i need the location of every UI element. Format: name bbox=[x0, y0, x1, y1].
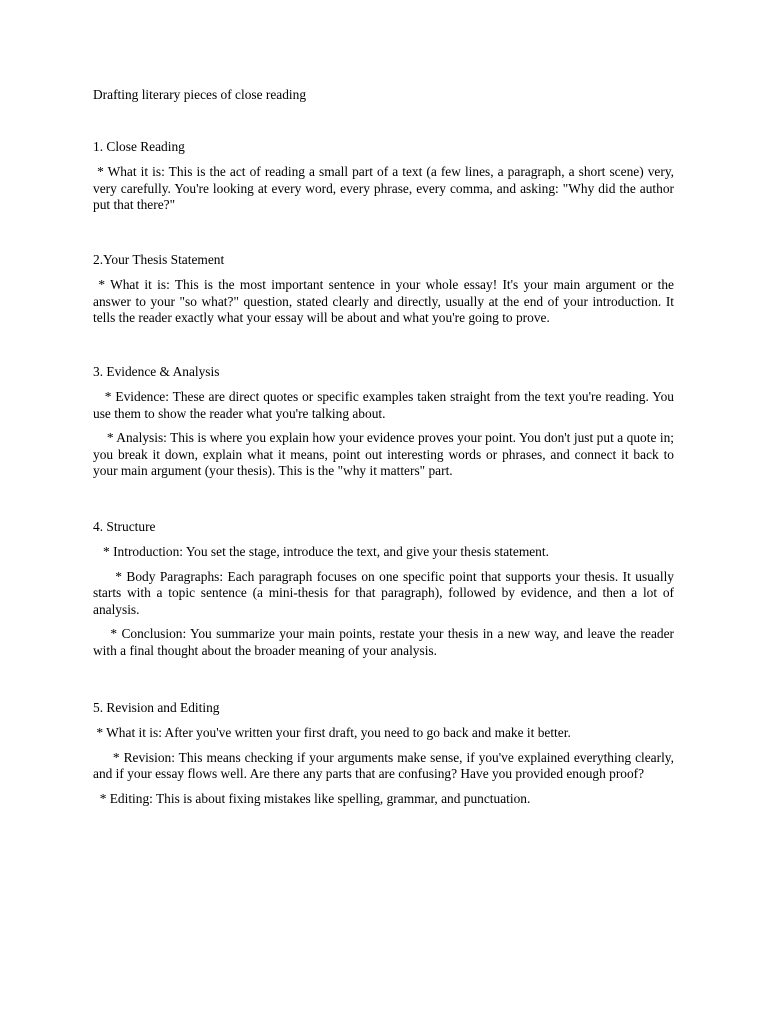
section-paragraph: * What it is: After you've written your first draft, you need to go back and make it better. bbox=[93, 725, 571, 740]
section-close-reading bbox=[93, 139, 678, 214]
section-paragraph: * Editing: This is about fixing mistakes like spelling, grammar, and punctuation. bbox=[93, 790, 531, 806]
section-paragraph: * Body Paragraphs: Each paragraph focuses on one specific point that supports your thesis. It usually starts with a topic sentence (a mini-thesis for that paragraph), followed by evidence, and then a lot of analysis. bbox=[93, 568, 678, 617]
section-paragraph: * Introduction: You set the stage, introduce the text, and give your thesis statement. bbox=[93, 544, 549, 559]
section-evidence-analysis bbox=[93, 364, 678, 480]
section-heading: 1. Close Reading bbox=[93, 139, 185, 154]
section-heading: 5. Revision and Editing bbox=[93, 700, 220, 715]
section-paragraph: * Revision: This means checking if your arguments make sense, if you've explained everything clearly, and if your essay flows well. Are there any parts that are confusing? Have you provided enough proof? bbox=[93, 749, 678, 781]
section-thesis-statement bbox=[93, 252, 678, 327]
section-paragraph: * Analysis: This is where you explain how your evidence proves your point. You don't just put a quote in; you break it down, explain what it means, point out interesting words or phrases, and connect it back to your main argument (your thesis). This is the "why it matters" part. bbox=[93, 430, 678, 478]
section-structure bbox=[93, 519, 678, 659]
section-paragraph: * What it is: This is the most important sentence in your whole essay! It's your main argument or the answer to your "so what?" question, stated clearly and directly, usually at the end of your introduction. It tells the reader exactly what your essay will be about and what you're going to prove. bbox=[93, 277, 678, 325]
section-revision-editing bbox=[93, 700, 678, 807]
section-paragraph: * Evidence: These are direct quotes or specific examples taken straight from the text you're reading. You use them to show the reader what you're talking about. bbox=[93, 389, 678, 421]
section-heading: 3. Evidence & Analysis bbox=[93, 364, 220, 379]
section-heading: 2.Your Thesis Statement bbox=[93, 252, 225, 267]
section-paragraph: * Conclusion: You summarize your main points, restate your thesis in a new way, and leave the reader with a final thought about the broader meaning of your analysis. bbox=[93, 626, 678, 658]
document-title: Drafting literary pieces of close reading bbox=[93, 87, 307, 102]
document-page bbox=[93, 87, 678, 806]
section-heading: 4. Structure bbox=[93, 519, 156, 534]
section-paragraph: * What it is: This is the act of reading a small part of a text (a few lines, a paragraph, a short scene) very, very carefully. You're looking at every word, every phrase, every comma, and asking: "Why did the author put that there?" bbox=[93, 164, 678, 212]
